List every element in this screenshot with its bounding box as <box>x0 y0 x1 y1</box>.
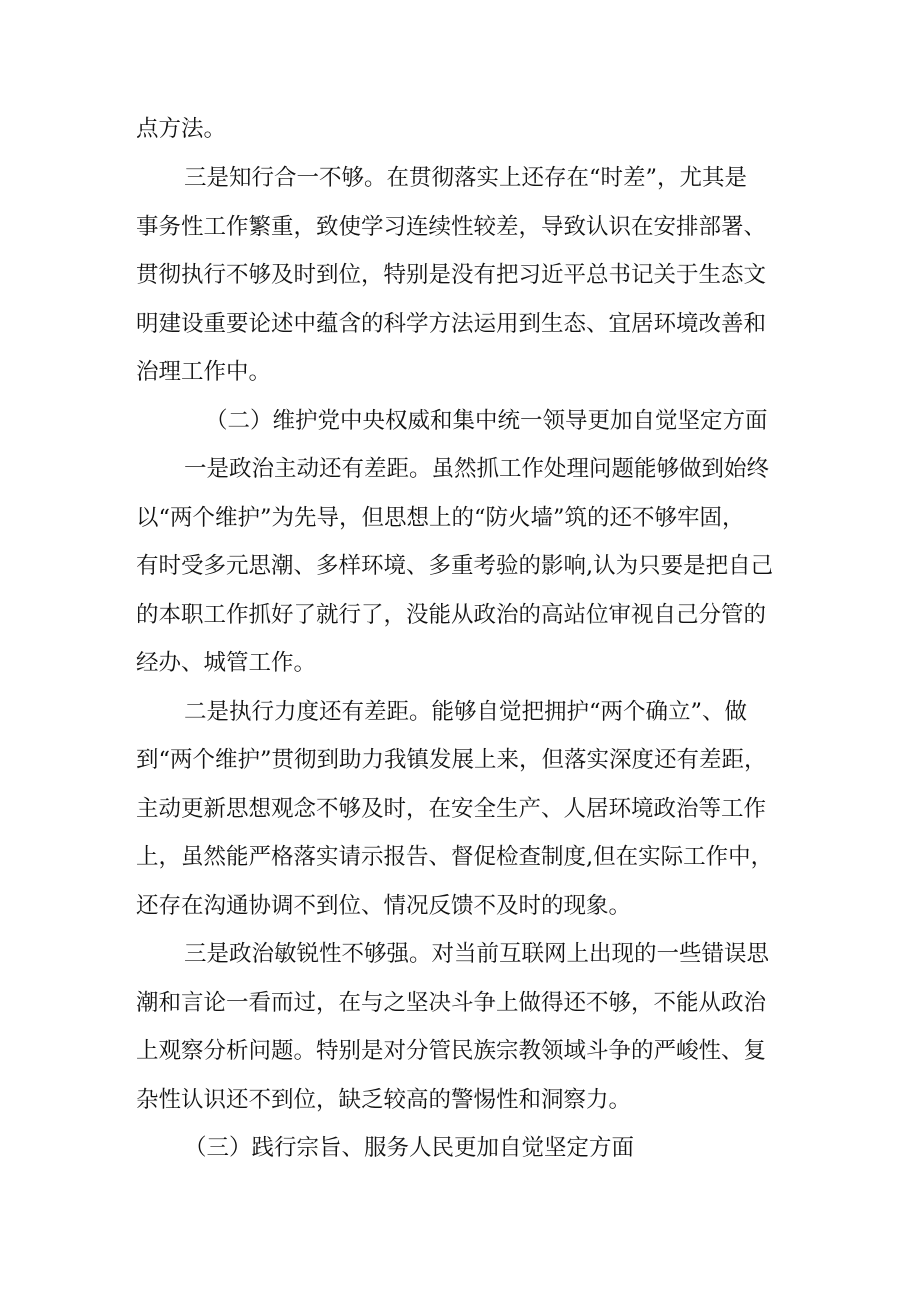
body-line: 潮和言论一看而过，在与之坚决斗争上做得还不够，不能从政治 <box>136 990 767 1016</box>
paragraph-first-line: 一是政治主动还有差距。虽然抓工作处理问题能够做到始终 <box>184 456 770 482</box>
body-line: 到“两个维护”贯彻到助力我镇发展上来，但落实深度还有差距， <box>136 747 767 773</box>
paragraph-first-line: 二是执行力度还有差距。能够自觉把拥护“两个确立”、做 <box>184 699 748 725</box>
section-heading: （二）维护党中央权威和集中统一领导更加自觉坚定方面 <box>205 408 768 434</box>
body-line: 事务性工作繁重，致使学习连续性较差，导致认识在安排部署、 <box>136 214 767 240</box>
body-line: 的本职工作抓好了就行了，没能从政治的高站位审视自己分管的 <box>136 602 767 628</box>
body-line: 点方法。 <box>136 116 227 142</box>
body-line: 主动更新思想观念不够及时，在安全生产、人居环境政治等工作 <box>136 796 767 822</box>
body-line: 上，虽然能严格落实请示报告、督促检查制度,但在实际工作中， <box>136 844 774 870</box>
section-heading: （三）践行宗旨、服务人民更加自觉坚定方面 <box>184 1135 635 1161</box>
body-line: 还存在沟通协调不到位、情况反馈不及时的现象。 <box>136 893 632 919</box>
body-line: 以“两个维护”为先导，但思想上的“防火墙”筑的还不够牢固， <box>136 505 745 531</box>
paragraph-first-line: 三是知行合一不够。在贯彻落实上还存在“时差”，尤其是 <box>184 165 748 191</box>
body-line: 有时受多元思潮、多样环境、多重考验的影响,认为只要是把自己 <box>136 553 774 579</box>
body-line: 明建设重要论述中蕴含的科学方法运用到生态、宜居环境改善和 <box>136 311 767 337</box>
body-line: 贯彻执行不够及时到位，特别是没有把习近平总书记关于生态文 <box>136 262 767 288</box>
body-line: 治理工作中。 <box>136 359 272 385</box>
body-line: 上观察分析问题。特别是对分管民族宗教领域斗争的严峻性、复 <box>136 1038 767 1064</box>
body-line: 经办、城管工作。 <box>136 650 317 676</box>
body-line: 杂性认识还不到位，缺乏较高的警惕性和洞察力。 <box>136 1087 632 1113</box>
paragraph-first-line: 三是政治敏锐性不够强。对当前互联网上出现的一些错误思 <box>184 941 770 967</box>
